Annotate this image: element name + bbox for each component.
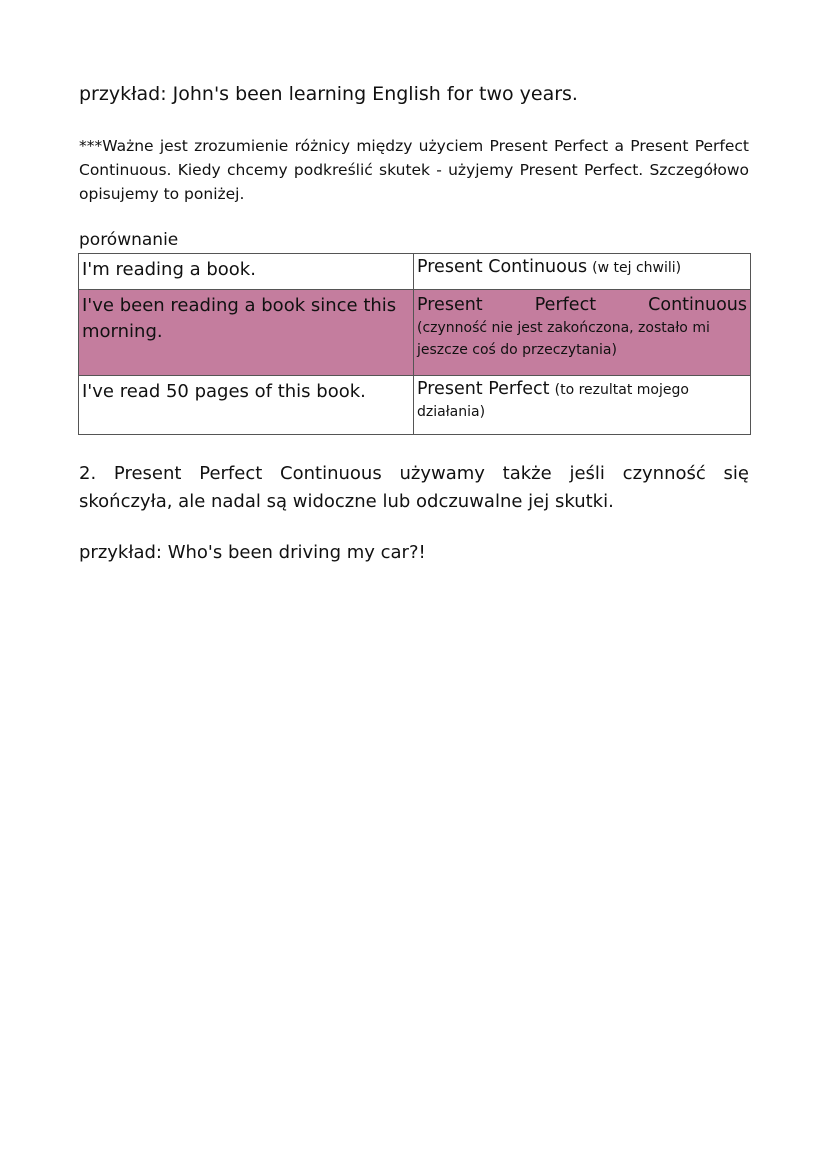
comparison-table [78, 253, 751, 435]
table-row-highlighted [79, 290, 751, 376]
tense-comment: (to rezultat mojego działania) [417, 382, 689, 420]
example-sentence-2: przykład: Who's been driving my car?! [79, 542, 426, 563]
example-cell [79, 290, 414, 376]
important-note: ***Ważne jest zrozumienie różnicy między użyciem Present Perfect a Present Perfect Continuous. Kiedy chcemy podkreślić skutek - użyjemy Present Perfect. Szczegółowo opisujemy to poniżej. [79, 137, 749, 203]
example-text: I've been reading a book since this morning. [82, 295, 397, 342]
example-text: I've read 50 pages of this book. [82, 381, 366, 402]
example-cell [79, 376, 414, 435]
tense-word: Present [417, 295, 483, 315]
point-2-paragraph: 2. Present Perfect Continuous używamy także jeśli czynność się skończyła, ale nadal są widoczne lub odczuwalne jej skutki. [79, 463, 749, 512]
tense-name: Present Perfect [417, 379, 550, 399]
table-caption: porównanie [79, 230, 179, 250]
tense-word: Perfect [534, 295, 597, 315]
tense-name [417, 293, 747, 317]
example-cell [79, 254, 414, 290]
table-row [79, 254, 751, 290]
table-row [79, 376, 751, 435]
example-sentence-1: przykład: John's been learning English for two years. [79, 83, 578, 105]
example-text: I'm reading a book. [82, 259, 256, 280]
tense-comment: (w tej chwili) [592, 260, 682, 276]
tense-cell [414, 254, 751, 290]
tense-name: Present Continuous [417, 257, 588, 277]
tense-cell [414, 376, 751, 435]
tense-word: Continuous [648, 295, 747, 315]
tense-cell [414, 290, 751, 376]
tense-comment: (czynność nie jest zakończona, zostało mi jeszcze coś do przeczytania) [417, 320, 710, 358]
